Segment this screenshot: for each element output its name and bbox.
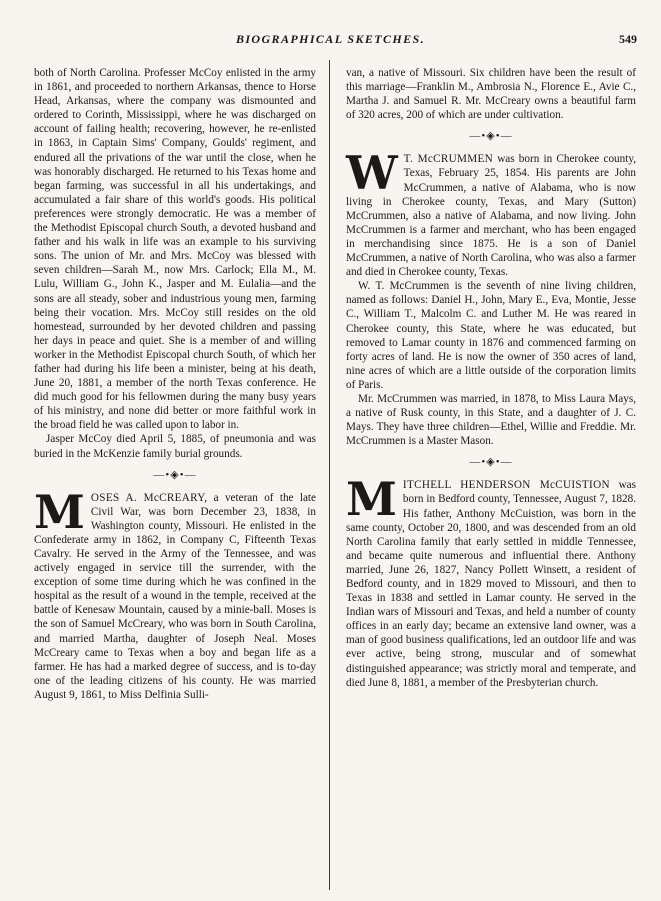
entry-body: was born in Cherokee county, Texas, February 25, 1854. His parents are John McCrummen, a native of Alabama, who is now living in Cherokee county, Texas, and Mary (Sutton) McCrummen, also a native of Alabama, and now living. John McCrummen is a farmer and merchant, who has been engaged in merchandising since 1875. He is a son of Daniel McCrummen, a native of North Carolina, who was also a farmer and died in Cherokee county, Texas. xyxy=(346,153,636,279)
mccreary-continuation-paragraph: van, a native of Missouri. Six children have been the result of this marriage—Franklin M., Ambrosia N., Florence E., Avie C., Martha J. and Samuel R. Mr. McCreary owns a beautiful farm of 320 acres, 200 of which are under cultivation. xyxy=(346,67,636,122)
running-title: BIOGRAPHICAL SKETCHES. xyxy=(235,32,426,46)
entry-heading: T. McCRUMMEN xyxy=(403,153,493,166)
entry-body: a veteran of the late Civil War, was born December 23, 1838, in Washington county, Missouri. He enlisted in the Confederate army in 1862, in Company C, Fifteenth Texas Cavalry. He served in the Army of the Tennessee, and was actively engaged in service till the surrender, with the exception of some time during which he was confined in the hospital as the result of a wound in the temple, received at the battle of Kenesaw Mountain, caused by a minie-ball. Moses is the son of Samuel McCreary, who was born in South Carolina, and married Martha, daughter of Joseph Neal. Moses McCreary came to Texas when a boy and began life as a farmer. He has had a marked degree of success, and is to-day one of the leading citizens of his county. He was married August 9, 1861, to Miss Delfinia Sulli- xyxy=(34,491,316,701)
section-ornament: —•◈•— xyxy=(153,468,197,481)
column-divider xyxy=(329,60,330,890)
jasper-mccoy-paragraph: Jasper McCoy died April 5, 1885, of pneumonia and was buried in the McKenzie family burial grounds. xyxy=(34,433,316,460)
mccreary-entry xyxy=(34,484,316,702)
section-ornament: —•◈•— xyxy=(469,456,513,469)
drop-cap-initial: W xyxy=(346,146,398,201)
mccuistion-entry xyxy=(346,472,636,689)
running-head xyxy=(0,30,661,50)
left-column xyxy=(34,66,316,702)
entry-heading: ITCHELL HENDERSON McCUISTION xyxy=(402,479,610,492)
entry-heading: OSES A. McCREARY, xyxy=(90,491,208,504)
page-number: 549 xyxy=(619,32,637,46)
mccrummen-marriage-paragraph: Mr. McCrummen was married, in 1878, to Miss Laura Mays, a native of Rusk county, in this State, and a daughter of J. C. Mays. They have three children—Ethel, Willie and Freddie. Mr. McCrummen is a Master Mason. xyxy=(346,392,636,448)
mccrummen-entry xyxy=(346,146,636,279)
section-ornament: —•◈•— xyxy=(469,130,513,143)
mccoy-continuation-paragraph: both of North Carolina. Professer McCoy enlisted in the army in 1861, and proceeded to northern Arkansas, thence to Horse Head, Arkansas, where the company was dismounted and ordered to Corinth, Mississippi, where he was discharged on account of failing health; recovering, however, he re-enlisted in 1863, in Captain Sims' Company, Goulds' regiment, and endured all the privations of the war until the close, when he was honorably discharged. He returned to his Texas home and began farming, was successful in all his undertakings, and accumulated a fair share of this world's goods. His political preferences were strongly democratic. He was a member of the Methodist Episcopal church South, a devoted husband and father and his walk in life was an example to his surviving sons. The union of Mr. and Mrs. McCoy was blessed with seven children—Sarah M., now Mrs. Carlock; Ella M., M. Lulu, William G., John K., Jasper and M. Eulalia—and the sons are all steady, sober and industrious young men, farming being their vocation. Mrs. McCoy still resides on the old homestead, surrounded by her devoted children and passing her days in peace and quiet. She is a member of and willing worker in the Methodist Episcopal church South, of which her father had during his life been a minister, being at his death, June 20, 1881, a member of the north Texas conference. He did much good for his fellowmen during the many busy years of his ministry, and none did better or more faithful work in the broad field he was called upon to labor in. xyxy=(34,67,316,432)
entry-body: was born in Bedford county, Tennessee, August 7, 1828. His father, Anthony McCuistion, was born in the same county, October 20, 1800, and was descended from an old North Carolina family that early settled in middle Tennessee, and became quite numerous and influential there. Anthony married, June 26, 1827, Nancy Pollett Winsett, a resident of Bedford county, and in 1829 moved to Missouri, and then to Texas in 1838 and settled in Lamar county. He served in the Indian wars of Missouri and Texas, and held a number of county offices in an early day; became an extensive land owner, was a man of good business qualifications, led an outdoor life and was ever active, being strong, muscular and of somewhat distinguished appearance; was strictly moral and temperate, and died June 8, 1881, a member of the Presbyterian church. xyxy=(346,479,636,689)
drop-cap-initial: M xyxy=(346,472,397,527)
right-column xyxy=(346,66,636,690)
mccrummen-children-paragraph: W. T. McCrummen is the seventh of nine living children, named as follows: Daniel H., John, Mary E., Eva, Montie, Jesse C., William T., Malcolm C. and Luther M. He was reared in Cherokee county, this State, where he was educated, but removed to Lamar county in 1876 and commenced farming on forty acres of land. He is now the owner of 350 acres of land, nine acres of which are a little outside of the corporation limits of Paris. xyxy=(346,280,636,391)
drop-cap-initial: M xyxy=(34,484,85,539)
